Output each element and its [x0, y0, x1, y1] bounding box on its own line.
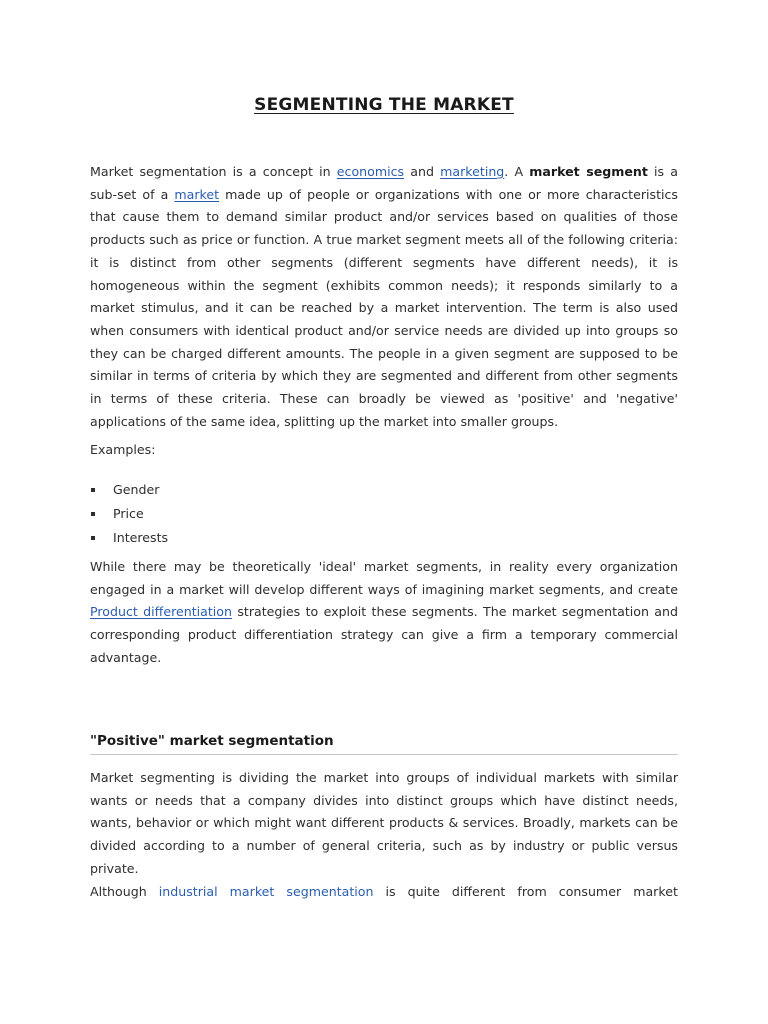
intro-text-4: is a sub-set of a: [90, 164, 678, 202]
positive-segmentation-heading: "Positive" market segmentation: [90, 731, 678, 755]
page-title-text: SEGMENTING THE MARKET: [254, 95, 514, 115]
bullet-square-icon: [91, 512, 95, 516]
list-item-label: Price: [113, 506, 144, 521]
intro-text-1: Market segmentation is a concept in: [90, 164, 337, 179]
market-link-word[interactable]: market: [229, 883, 275, 899]
word: is: [385, 883, 396, 899]
bullet-square-icon: [91, 488, 95, 492]
page-title: [90, 95, 678, 115]
market-segment-term: market segment: [529, 164, 648, 179]
positive-text-last-line: [90, 881, 678, 904]
list-item: [90, 527, 168, 551]
industrial-link-word[interactable]: industrial: [158, 883, 218, 899]
word: Although: [90, 883, 147, 899]
differentiation-paragraph: [90, 556, 678, 670]
para2-text-2: strategies to exploit these segments. The market segmentation and corresponding product differentiation strategy can give a firm a temporary commercial advantage.: [90, 604, 678, 665]
product-differentiation-link[interactable]: Product differentiation: [90, 604, 232, 620]
segmentation-link-word[interactable]: segmentation: [286, 883, 374, 899]
list-item-label: Interests: [113, 530, 169, 545]
examples-list: [90, 479, 168, 551]
word: from: [517, 883, 547, 899]
intro-text-3: . A: [504, 164, 530, 179]
list-item: [90, 503, 168, 527]
intro-paragraph: [90, 161, 678, 433]
positive-segmentation-paragraph: [90, 767, 678, 903]
positive-text-body: Market segmenting is dividing the market into groups of individual markets with similar wants or needs that a company divides into distinct groups which have distinct needs, wants, behavior or which might want different products & services. Broadly, markets can be divided according to a number of general criteria, such as by industry or public versus private.: [90, 770, 678, 876]
bullet-square-icon: [91, 536, 95, 540]
word: quite: [407, 883, 440, 899]
examples-label: Examples:: [90, 442, 156, 457]
word: different: [451, 883, 506, 899]
para2-text-1: While there may be theoretically 'ideal' market segments, in reality every organization engaged in a market will develop different ways of imagining market segments, and create: [90, 559, 678, 597]
intro-text-5: made up of people or organizations with one or more characteristics that cause them to demand similar product and/or services based on qualities of those products such as price or function. A true market segment meets all of the following criteria: it is distinct from other segments (different segments have different needs), it is homogeneous within the segment (exhibits common needs); it responds similarly to a market stimulus, and it can be reached by a market intervention. The term is also used when consumers with identical product and/or service needs are divided up into groups so they can be charged different amounts. The people in a given segment are supposed to be similar in terms of criteria by which they are segmented and different from other segments in terms of these criteria. These can broadly be viewed as 'positive' and 'negative' applications of the same idea, splitting up the market into smaller groups.: [90, 186, 678, 429]
list-item-label: Gender: [113, 482, 160, 497]
word: consumer: [558, 883, 622, 899]
marketing-link[interactable]: marketing: [440, 164, 505, 179]
market-link[interactable]: market: [174, 186, 220, 202]
list-item: [90, 479, 168, 503]
word: market: [633, 883, 678, 899]
economics-link[interactable]: economics: [336, 164, 405, 179]
intro-text-2: and: [404, 164, 441, 179]
